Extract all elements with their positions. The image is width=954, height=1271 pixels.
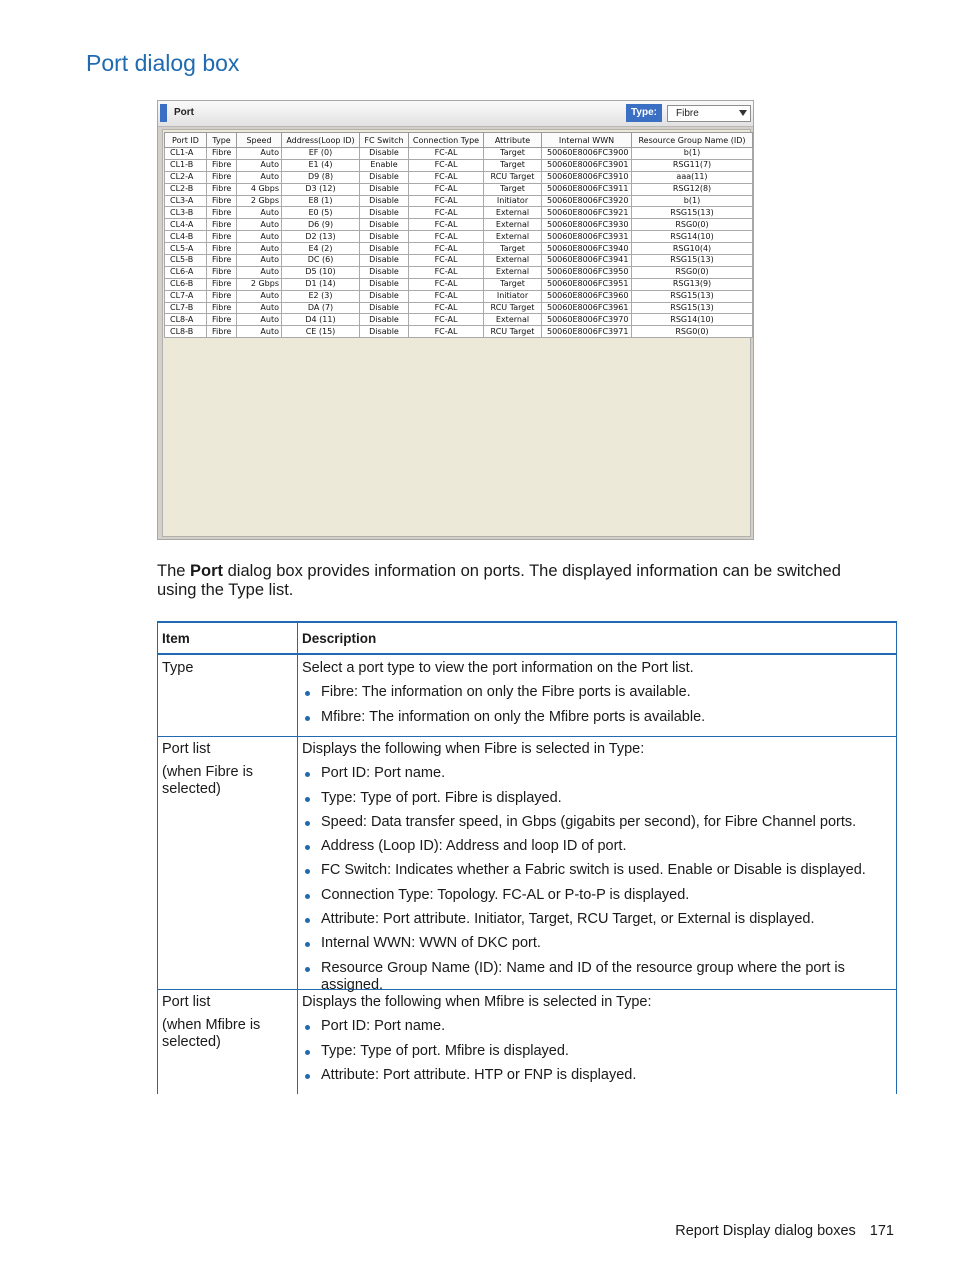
table-cell: CL2-B — [165, 183, 207, 195]
column-header[interactable]: Internal WWN — [542, 133, 632, 148]
item-cell — [162, 660, 292, 683]
table-row[interactable] — [165, 326, 753, 338]
description-table — [157, 621, 897, 1094]
table-cell: Auto — [237, 266, 282, 278]
table-cell: FC-AL — [409, 148, 484, 160]
table-cell: FC-AL — [409, 326, 484, 338]
table-cell: E8 (1) — [282, 195, 360, 207]
table-cell: DC (6) — [282, 255, 360, 267]
bullet-icon — [305, 918, 310, 923]
table-cell: 2 Gbps — [237, 195, 282, 207]
item-text: (when Mfibre is selected) — [162, 1017, 261, 1050]
table-cell: External — [484, 255, 542, 267]
bullet-list — [302, 684, 898, 725]
table-cell: Fibre — [207, 290, 237, 302]
list-item — [302, 862, 898, 879]
table-cell: 4 Gbps — [237, 183, 282, 195]
description-lead: Select a port type to view the port information on the Port list. — [302, 660, 694, 676]
table-row[interactable] — [165, 243, 753, 255]
bullet-text: Port ID: Port name. — [321, 765, 446, 782]
table-cell: Fibre — [207, 148, 237, 160]
table-cell: Auto — [237, 159, 282, 171]
table-cell: CL3-A — [165, 195, 207, 207]
table-cell: Fibre — [207, 266, 237, 278]
table-cell: 50060E8006FC3910 — [542, 171, 632, 183]
table-cell: 50060E8006FC3900 — [542, 148, 632, 160]
table-cell: E4 (2) — [282, 243, 360, 255]
table-row[interactable] — [165, 255, 753, 267]
table-cell: CL7-A — [165, 290, 207, 302]
table-cell: 2 Gbps — [237, 278, 282, 290]
bullet-text: Mfibre: The information on only the Mfibre ports is available. — [321, 708, 706, 725]
description-cell — [302, 994, 898, 1084]
table-cell: D3 (12) — [282, 183, 360, 195]
table-cell: RCU Target — [484, 171, 542, 183]
list-item — [302, 1043, 898, 1060]
table-cell: Disable — [360, 219, 409, 231]
table-cell: CE (15) — [282, 326, 360, 338]
table-cell: Disable — [360, 171, 409, 183]
table-row[interactable] — [165, 148, 753, 160]
page-number: 171 — [869, 1223, 894, 1239]
list-item — [302, 765, 898, 782]
item-text: Port list — [162, 741, 211, 757]
table-cell: E0 (5) — [282, 207, 360, 219]
table-cell: Disable — [360, 266, 409, 278]
bullet-icon — [305, 1050, 310, 1055]
table-cell: CL5-A — [165, 243, 207, 255]
table-cell: CL5-B — [165, 255, 207, 267]
table-cell: External — [484, 231, 542, 243]
table-cell: Disable — [360, 314, 409, 326]
table-cell: Initiator — [484, 290, 542, 302]
table-cell: 50060E8006FC3901 — [542, 159, 632, 171]
table-cell: RSG0(0) — [632, 266, 753, 278]
table-cell: Target — [484, 148, 542, 160]
table-cell: RSG12(8) — [632, 183, 753, 195]
page-title: Port dialog box — [86, 50, 240, 76]
bullet-icon — [305, 894, 310, 899]
table-cell: Fibre — [207, 314, 237, 326]
table-cell: Target — [484, 159, 542, 171]
table-cell: DA (7) — [282, 302, 360, 314]
table-cell: External — [484, 314, 542, 326]
table-cell: Auto — [237, 219, 282, 231]
list-item — [302, 838, 898, 855]
bullet-text: Type: Type of port. Fibre is displayed. — [321, 789, 562, 806]
footer-section: Report Display dialog boxes — [675, 1223, 856, 1239]
item-cell — [162, 741, 292, 804]
bullet-icon — [305, 772, 310, 777]
page-footer — [675, 1223, 894, 1239]
table-cell: Auto — [237, 171, 282, 183]
table-cell: Fibre — [207, 255, 237, 267]
table-cell: RSG15(13) — [632, 207, 753, 219]
table-cell: 50060E8006FC3911 — [542, 183, 632, 195]
table-cell: Disable — [360, 326, 409, 338]
table-cell: Disable — [360, 148, 409, 160]
table-row[interactable] — [165, 314, 753, 326]
description-row — [158, 736, 896, 993]
table-cell: RSG11(7) — [632, 159, 753, 171]
bullet-icon — [305, 869, 310, 874]
table-row[interactable] — [165, 159, 753, 171]
table-cell: EF (0) — [282, 148, 360, 160]
column-header[interactable]: Connection Type — [409, 133, 484, 148]
bullet-text: Attribute: Port attribute. HTP or FNP is displayed. — [321, 1066, 637, 1083]
table-cell: FC-AL — [409, 171, 484, 183]
type-dropdown-value: Fibre — [676, 108, 699, 119]
table-cell: Fibre — [207, 219, 237, 231]
description-row — [158, 989, 896, 1096]
item-text: Type — [162, 660, 194, 676]
table-cell: D4 (11) — [282, 314, 360, 326]
bullet-icon — [305, 1025, 310, 1030]
dialog-title: Port — [174, 107, 194, 118]
table-cell: D6 (9) — [282, 219, 360, 231]
table-cell: D9 (8) — [282, 171, 360, 183]
table-cell: Fibre — [207, 207, 237, 219]
bullet-text: Port ID: Port name. — [321, 1018, 446, 1035]
table-cell: 50060E8006FC3961 — [542, 302, 632, 314]
table-cell: Disable — [360, 278, 409, 290]
table-cell: CL1-B — [165, 159, 207, 171]
column-header[interactable]: Attribute — [484, 133, 542, 148]
table-cell: RSG13(9) — [632, 278, 753, 290]
table-cell: FC-AL — [409, 159, 484, 171]
bullet-text: FC Switch: Indicates whether a Fabric switch is used. Enable or Disable is displayed. — [321, 862, 866, 879]
column-header[interactable]: Address(Loop ID) — [282, 133, 360, 148]
table-cell: FC-AL — [409, 243, 484, 255]
table-cell: CL1-A — [165, 148, 207, 160]
port-dialog — [157, 100, 754, 540]
bullet-text: Attribute: Port attribute. Initiator, Target, RCU Target, or External is displayed. — [321, 911, 815, 928]
list-item — [302, 1018, 898, 1035]
list-item — [302, 935, 898, 952]
table-row[interactable] — [165, 290, 753, 302]
dialog-header — [158, 101, 753, 127]
table-cell: b(1) — [632, 148, 753, 160]
table-cell: 50060E8006FC3951 — [542, 278, 632, 290]
column-header[interactable]: FC Switch — [360, 133, 409, 148]
table-row[interactable] — [165, 302, 753, 314]
table-cell: Auto — [237, 326, 282, 338]
column-header[interactable]: Type — [207, 133, 237, 148]
table-cell: FC-AL — [409, 219, 484, 231]
table-cell: Disable — [360, 290, 409, 302]
table-cell: Disable — [360, 302, 409, 314]
table-row[interactable] — [165, 219, 753, 231]
bullet-icon — [305, 1074, 310, 1079]
table-row[interactable] — [165, 195, 753, 207]
table-cell: FC-AL — [409, 314, 484, 326]
bullet-icon — [305, 797, 310, 802]
table-cell: Auto — [237, 243, 282, 255]
item-text: Port list — [162, 994, 211, 1010]
table-cell: RSG14(10) — [632, 231, 753, 243]
table-cell: Disable — [360, 183, 409, 195]
table-cell: Auto — [237, 290, 282, 302]
bullet-icon — [305, 942, 310, 947]
table-cell: Disable — [360, 195, 409, 207]
table-cell: Fibre — [207, 231, 237, 243]
description-lead: Displays the following when Fibre is selected in Type: — [302, 741, 645, 757]
port-list[interactable] — [162, 129, 751, 537]
column-header[interactable]: Speed — [237, 133, 282, 148]
table-cell: Fibre — [207, 302, 237, 314]
column-header[interactable]: Resource Group Name (ID) — [632, 133, 753, 148]
table-cell: 50060E8006FC3950 — [542, 266, 632, 278]
table-cell: 50060E8006FC3930 — [542, 219, 632, 231]
table-cell: CL2-A — [165, 171, 207, 183]
chevron-down-icon[interactable] — [739, 110, 747, 116]
table-cell: Target — [484, 243, 542, 255]
table-cell: External — [484, 266, 542, 278]
item-cell — [162, 994, 292, 1057]
table-cell: CL3-B — [165, 207, 207, 219]
table-cell: FC-AL — [409, 290, 484, 302]
description-cell — [302, 660, 898, 726]
bullet-icon — [305, 691, 310, 696]
type-dropdown[interactable] — [667, 105, 751, 122]
header-description: Description — [302, 631, 377, 646]
table-cell: Fibre — [207, 278, 237, 290]
table-cell: Target — [484, 183, 542, 195]
table-cell: 50060E8006FC3971 — [542, 326, 632, 338]
table-cell: D2 (13) — [282, 231, 360, 243]
table-row[interactable] — [165, 278, 753, 290]
table-row[interactable] — [165, 183, 753, 195]
table-cell: Auto — [237, 314, 282, 326]
header-item: Item — [162, 631, 190, 646]
table-cell: CL4-A — [165, 219, 207, 231]
table-cell: CL6-A — [165, 266, 207, 278]
list-item — [302, 709, 898, 726]
table-cell: Auto — [237, 255, 282, 267]
list-item — [302, 1067, 898, 1084]
column-header[interactable]: Port ID — [165, 133, 207, 148]
table-cell: RCU Target — [484, 326, 542, 338]
table-cell: FC-AL — [409, 183, 484, 195]
table-cell: RSG14(10) — [632, 314, 753, 326]
bullet-text: Address (Loop ID): Address and loop ID of port. — [321, 838, 627, 855]
bullet-text: Type: Type of port. Mfibre is displayed. — [321, 1042, 569, 1059]
table-cell: Fibre — [207, 243, 237, 255]
table-cell: Fibre — [207, 159, 237, 171]
table-cell: FC-AL — [409, 266, 484, 278]
table-cell: Initiator — [484, 195, 542, 207]
table-cell: Auto — [237, 231, 282, 243]
bullet-list — [302, 765, 898, 993]
table-cell: RSG10(4) — [632, 243, 753, 255]
table-cell: FC-AL — [409, 207, 484, 219]
bullet-text: Fibre: The information on only the Fibre ports is available. — [321, 684, 691, 701]
table-row[interactable] — [165, 266, 753, 278]
intro-prefix: The — [157, 562, 191, 580]
bullet-text: Speed: Data transfer speed, in Gbps (gigabits per second), for Fibre Channel ports. — [321, 813, 857, 830]
table-cell: 50060E8006FC3970 — [542, 314, 632, 326]
bullet-icon — [305, 967, 310, 972]
table-cell: CL7-B — [165, 302, 207, 314]
table-cell: CL6-B — [165, 278, 207, 290]
table-cell: Fibre — [207, 195, 237, 207]
table-row[interactable] — [165, 231, 753, 243]
table-cell: Target — [484, 278, 542, 290]
table-cell: D5 (10) — [282, 266, 360, 278]
table-cell: 50060E8006FC3941 — [542, 255, 632, 267]
table-cell: Auto — [237, 207, 282, 219]
table-cell: Disable — [360, 207, 409, 219]
table-cell: Auto — [237, 302, 282, 314]
table-cell: FC-AL — [409, 255, 484, 267]
table-cell: 50060E8006FC3920 — [542, 195, 632, 207]
intro-suffix: dialog box provides information on ports. The displayed information can be switched using the Type list. — [157, 562, 841, 599]
table-row[interactable] — [165, 171, 753, 183]
bullet-text: Internal WWN: WWN of DKC port. — [321, 935, 541, 952]
table-cell: 50060E8006FC3940 — [542, 243, 632, 255]
description-cell — [302, 741, 898, 994]
table-cell: External — [484, 207, 542, 219]
list-item — [302, 911, 898, 928]
table-cell: b(1) — [632, 195, 753, 207]
table-cell: CL8-B — [165, 326, 207, 338]
item-text: (when Fibre is selected) — [162, 764, 254, 797]
bullet-icon — [305, 716, 310, 721]
table-cell: 50060E8006FC3921 — [542, 207, 632, 219]
port-table — [164, 132, 753, 338]
intro-paragraph — [157, 562, 877, 600]
table-cell: CL4-B — [165, 231, 207, 243]
table-cell: FC-AL — [409, 302, 484, 314]
list-item — [302, 887, 898, 904]
table-cell: Fibre — [207, 183, 237, 195]
bullet-list — [302, 1018, 898, 1084]
table-cell: Disable — [360, 243, 409, 255]
table-cell: RCU Target — [484, 302, 542, 314]
bullet-icon — [305, 821, 310, 826]
table-cell: Fibre — [207, 326, 237, 338]
table-cell: 50060E8006FC3931 — [542, 231, 632, 243]
description-lead: Displays the following when Mfibre is selected in Type: — [302, 994, 652, 1010]
list-item — [302, 814, 898, 831]
list-item — [302, 684, 898, 701]
table-cell: 50060E8006FC3960 — [542, 290, 632, 302]
title-marker-icon — [160, 104, 167, 122]
table-cell: External — [484, 219, 542, 231]
table-cell: RSG0(0) — [632, 326, 753, 338]
table-cell: RSG15(13) — [632, 302, 753, 314]
table-cell: E1 (4) — [282, 159, 360, 171]
table-cell: Disable — [360, 231, 409, 243]
description-row — [158, 655, 896, 737]
list-item — [302, 790, 898, 807]
table-cell: E2 (3) — [282, 290, 360, 302]
table-cell: RSG15(13) — [632, 255, 753, 267]
description-table-header — [158, 623, 896, 655]
intro-bold: Port — [190, 562, 224, 580]
type-label: Type: — [626, 104, 662, 122]
bullet-icon — [305, 845, 310, 850]
table-cell: FC-AL — [409, 231, 484, 243]
table-cell: RSG0(0) — [632, 219, 753, 231]
table-cell: Enable — [360, 159, 409, 171]
table-cell: Auto — [237, 148, 282, 160]
table-cell: Fibre — [207, 171, 237, 183]
bullet-text: Resource Group Name (ID): Name and ID of the resource group where the port is assigned. — [321, 959, 845, 993]
table-cell: aaa(11) — [632, 171, 753, 183]
table-cell: Disable — [360, 255, 409, 267]
table-row[interactable] — [165, 207, 753, 219]
table-cell: CL8-A — [165, 314, 207, 326]
table-cell: FC-AL — [409, 278, 484, 290]
bullet-text: Connection Type: Topology. FC-AL or P-to-P is displayed. — [321, 886, 690, 903]
table-cell: D1 (14) — [282, 278, 360, 290]
table-cell: RSG15(13) — [632, 290, 753, 302]
table-cell: FC-AL — [409, 195, 484, 207]
